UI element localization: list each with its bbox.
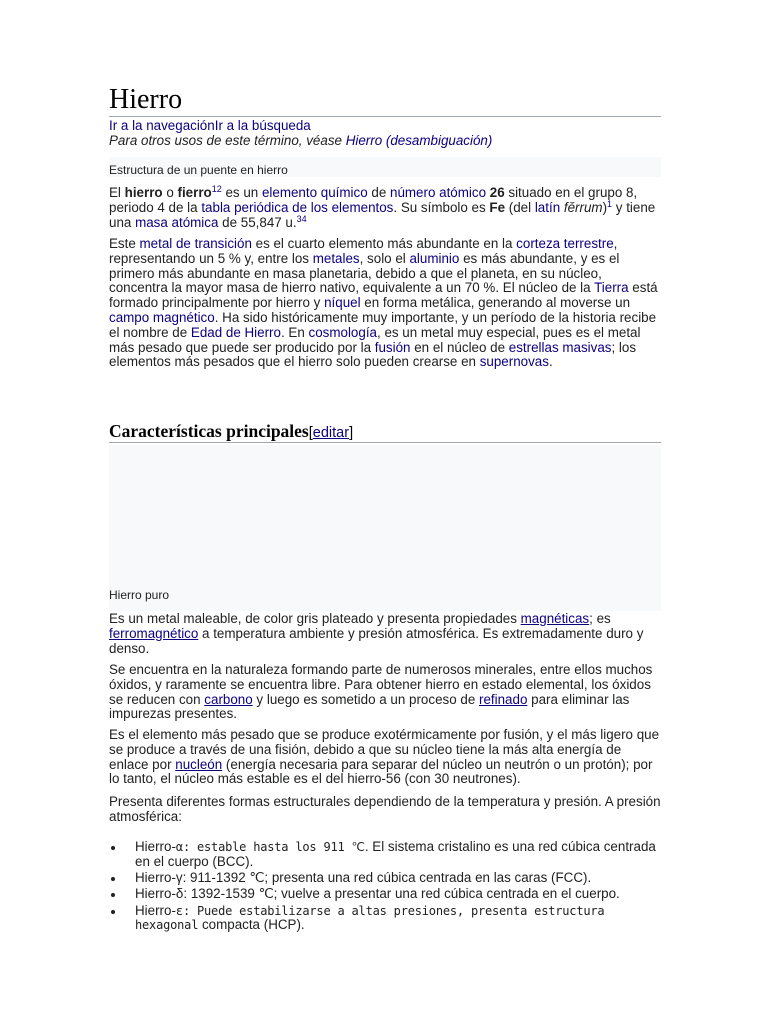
figure-pure-iron <box>109 445 661 611</box>
link-nucleon[interactable]: nucleón <box>175 756 223 772</box>
bullet-icon <box>111 893 115 897</box>
link-elemento-quimico[interactable]: elemento químico <box>261 185 368 200</box>
link-fusion[interactable]: fusión <box>374 339 411 355</box>
list-item: Hierro-α: estable hasta los 911 ℃. El sistema cristalino es una red cúbica centrada en el cuerpo (BCC). <box>109 840 661 870</box>
jump-to-search-link[interactable]: Ir a la búsqueda <box>214 118 311 133</box>
intro-paragraph: El hierro o fierro$^{12}$ es un elemento químico de número atómico 26 situado en el grupo 8, periodo 4 de la tabla periódica de los elementos. Su símbolo es Fe (del latín fĕrrum)$^1$ y tiene una masa atómica de 55,847 u.$^{34}$ <box>109 184 656 230</box>
link-tabla-periodica[interactable]: tabla periódica de los elementos <box>201 199 394 215</box>
jump-to-navigation-link[interactable]: Ir a la navegación <box>109 118 215 133</box>
link-refinado[interactable]: refinado <box>479 691 528 707</box>
link-magneticas[interactable]: magnéticas <box>520 611 590 626</box>
link-campo-magnetico[interactable]: campo magnético <box>109 309 215 325</box>
link-metales[interactable]: metales <box>312 250 360 266</box>
citation-3[interactable]: 1 <box>607 198 613 209</box>
bullet-icon <box>111 877 115 881</box>
allotropes-list <box>109 840 661 935</box>
hatnote <box>109 134 492 149</box>
paragraph-occurrence: Se encuentra en la naturaleza formando parte de numerosos minerales, entre ellos muchos óxidos, y raramente se encuentra libre. Para obtener hierro en estado elemental, los óxidos se reducen con carbono y luego es sometido a un proceso de refinado para eliminar las impurezas presentes. <box>109 662 653 722</box>
link-metal-de-transicion[interactable]: metal de transición <box>139 236 252 251</box>
figure-caption-bridge: Estructura de un puente en hierro <box>109 157 661 177</box>
list-item: Hierro-ε: Puede estabilizarse a altas presiones, presenta estructura hexagonal compacta (HCP). <box>109 904 661 934</box>
edit-section-link[interactable]: editar <box>312 425 350 441</box>
bullet-icon <box>111 910 115 914</box>
link-carbono[interactable]: carbono <box>204 691 253 707</box>
link-niquel[interactable]: níquel <box>324 295 361 311</box>
link-edad-de-hierro[interactable]: Edad de Hierro <box>190 324 281 340</box>
paragraph-fusion: Es el elemento más pesado que se produce exotérmicamente por fusión, y el más ligero que se produce a través de una fisión, debido a que su núcleo tiene la más alta energía de enlace por nucleón (energía necesaria para separar del núcleo un neutrón o un protón); por lo tanto, el núcleo más estable es el del hierro-56 (con 30 neutrones). <box>109 727 660 787</box>
disambiguation-link[interactable]: Hierro (desambiguación) <box>345 133 493 148</box>
page-title: Hierro <box>109 84 661 117</box>
paragraph-structures: Presenta diferentes formas estructurales dependiendo de la temperatura y presión. A presión atmosférica: <box>109 794 661 824</box>
link-corteza-terrestre[interactable]: corteza terrestre <box>516 236 614 251</box>
list-item: Hierro-γ: 911-1392 ℃; presenta una red cúbica centrada en las caras (FCC). <box>109 871 661 886</box>
link-latin[interactable]: latín <box>534 199 561 215</box>
bullet-icon <box>111 846 115 850</box>
paragraph-properties: Es un metal maleable, de color gris plateado y presenta propiedades magnéticas; es ferromagnético a temperatura ambiente y presión atmosférica. Es extremadamente duro y denso. <box>109 611 644 656</box>
citation-4[interactable]: 34 <box>296 213 307 224</box>
link-aluminio[interactable]: aluminio <box>409 250 460 266</box>
jump-links <box>109 119 311 134</box>
hatnote-text: Para otros usos de este término, véase <box>109 133 346 148</box>
citation-1[interactable]: 12 <box>211 184 222 194</box>
link-masa-atomica[interactable]: masa atómica <box>135 214 219 230</box>
link-supernovas[interactable]: supernovas <box>479 354 549 370</box>
link-cosmologia[interactable]: cosmología <box>308 324 377 340</box>
paragraph-transition-metal: Este metal de transición es el cuarto elemento más abundante en la corteza terrestre, representando un 5 % y, entre los metales, solo el aluminio es más abundante, y es el primero más abundante en masa planetaria, debido a que el planeta, en su núcleo, concentra la mayor masa de hierro nativo, equivalente a un 70 %. El núcleo de la Tierra está formado principalmente por hierro y níquel en forma metálica, generando al moverse un campo magnético. Ha sido históricamente muy importante, y un período de la historia recibe el nombre de Edad de Hierro. En cosmología, es un metal muy especial, pues es el metal más pesado que puede ser producido por la fusión en el núcleo de estrellas masivas; los elementos más pesados que el hierro solo pueden crearse en supernovas. <box>109 236 658 370</box>
link-ferromagnetico[interactable]: ferromagnético <box>109 625 199 641</box>
figure-caption-pure-iron: Hierro puro <box>109 588 170 602</box>
link-tierra[interactable]: Tierra <box>594 280 629 296</box>
list-item: Hierro-δ: 1392-1539 ℃; vuelve a presentar una red cúbica centrada en el cuerpo. <box>109 887 661 902</box>
section-heading-caracteristicas: Características principales[editar] <box>109 420 661 443</box>
link-estrellas-masivas[interactable]: estrellas masivas <box>508 339 612 355</box>
link-numero-atomico[interactable]: número atómico <box>390 185 487 200</box>
